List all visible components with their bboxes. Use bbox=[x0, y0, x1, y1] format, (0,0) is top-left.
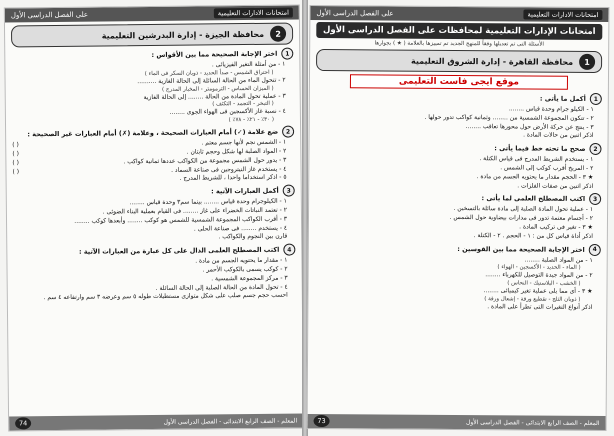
answer-box: ( ) bbox=[12, 167, 20, 176]
right-page-footer bbox=[308, 414, 606, 430]
page-number: 74 bbox=[15, 417, 31, 429]
header-title: امتحانات الادارات التعليمية bbox=[523, 9, 602, 20]
left-page bbox=[4, 4, 304, 431]
question-prompt: اختر الإجابة الصحيحة مما بين الأقواس : bbox=[151, 49, 278, 60]
question-number: 3 bbox=[589, 193, 601, 205]
page-banner: امتحانات الإدارات التعليمية لمحافظات على الفصل الدراسى الأول bbox=[316, 22, 602, 40]
list-item: احسب حجم جسم صلب على شكل متوازى مستطيلات طوله ٥ سم وعرضه ٣ سم وارتفاعه ٤ سم . bbox=[43, 291, 288, 302]
region-number: 1 bbox=[579, 54, 595, 70]
list-item: ١ - مقدار ما يحتويه الجسم من مادة . bbox=[195, 256, 288, 265]
left-page-footer bbox=[9, 413, 303, 430]
right-page-header bbox=[310, 6, 608, 22]
list-item: ٣ - ينتج عن حركة الأرض حول محورها تعاقب ........ bbox=[465, 122, 594, 131]
statement: ١ - الشمس نجم لأنها جسم معتم . bbox=[201, 138, 287, 147]
list-item: ٤ - يستخدم ........ فى صناعة الحلى . bbox=[193, 224, 288, 233]
list-item: اذكر اثنين من صفات الفلزات . bbox=[517, 181, 594, 190]
list-item: ١ - الكيلوجرام وحدة قياس ........ بينما سم٣ وحدة قياس ........ bbox=[129, 197, 287, 207]
question-3 bbox=[315, 191, 601, 205]
list-item: ٥ - اذكر استخداما واحدا ، للشريط المدرج . bbox=[179, 173, 287, 183]
statement: ٣ - يدور حول الشمس مجموعة من الكواكب عددها ثمانية كواكب . bbox=[123, 156, 287, 166]
list-item: اذكر اثنين من حالات المادة . bbox=[523, 131, 594, 140]
region-number: 2 bbox=[270, 26, 286, 42]
question-number: 4 bbox=[283, 244, 295, 256]
header-subtitle: على الفصل الدراسى الأول bbox=[316, 9, 394, 18]
answer-box: ( ) bbox=[12, 141, 19, 149]
region-title-cairo bbox=[316, 49, 602, 73]
question-prompt: ضع علامة (✓) أمام العبارات الصحيحة ، وعلامة (✗) أمام العبارات غير الصحيحة : bbox=[27, 127, 279, 139]
list-item: اذكر أداة قياس كل من : ١ - الحجم . ٢ - الكتلة . bbox=[473, 231, 593, 240]
question-number: 1 bbox=[281, 48, 293, 60]
question-prompt: اكتب المصطلح العلمى الدال على كل عبارة من العبارات الآتية : bbox=[78, 245, 280, 256]
question-2 bbox=[315, 141, 601, 155]
list-item: ٣ - مركز المجموعة الشمسية . bbox=[211, 274, 288, 283]
list-item: ★ ٣ - تغير فى تركيب المادة . bbox=[519, 223, 593, 231]
question-prompt: اختر الإجابة الصحيحة مما بين القوسين : bbox=[457, 244, 585, 254]
choices: ( احتراق الشمس - صدأ الحديد - ذوبان السكر فى الماء ) bbox=[144, 69, 274, 77]
choices: ( ٣٠٪ - ٢١٪ - ٧٨٪ ) bbox=[228, 116, 275, 124]
question-4 bbox=[315, 242, 601, 256]
question-number: 2 bbox=[282, 126, 294, 138]
question-prompt: أكمل ما يأتى : bbox=[539, 94, 586, 103]
list-item: اذكر أنواع التغيرات التى تطرأ على المادة . bbox=[487, 303, 593, 311]
list-item: ١ - من أمثلة التغير الفيزيائى . bbox=[211, 60, 286, 69]
list-item: ٢ - أجسام معتمة تدور فى مدارات بيضاوية حول الشمس . bbox=[449, 214, 594, 223]
choices: ( الماء - الحديد - الأكسجين - الهواء ) bbox=[497, 264, 581, 272]
list-item: ٤ - نسبة غاز الأكسجين فى الهواء الجوى ........ bbox=[169, 108, 286, 117]
header-title: امتحانات الادارات التعليمية bbox=[214, 8, 293, 19]
list-item: ١ - عملية تحول المادة الصلبة إلى مادة سائلة بالتسخين . bbox=[453, 205, 594, 214]
footer-text: المعلم - الصف الرابع الابتدائى - الفصل الدراسى الأول bbox=[465, 418, 600, 427]
list-item: ٣ - أقرب الكواكب المجموعة الشمسية للشمس هو كوكب ........ وأبعدها كوكب ........ bbox=[74, 215, 288, 225]
question-number: 2 bbox=[589, 143, 601, 155]
footer-text: المعلم - الصف الرابع الابتدائى - الفصل الدراسى الأول bbox=[163, 417, 298, 426]
banner-note: الأسئلة التى تم تعديلها وفقاً للمنهج الجديد تم تمييزها بالعلامة ( ★ ) بجوارها bbox=[374, 40, 544, 48]
left-page-header bbox=[5, 5, 299, 22]
header-subtitle: على الفصل الدراسى الأول bbox=[10, 10, 89, 20]
statement: ٤ - يستخدم غاز النيتروجين فى صناعة السماد . bbox=[171, 165, 287, 174]
choices: ( التبخر - التجمد - التكثف ) bbox=[212, 101, 274, 108]
list-item: ٢ - تتكون المجموعة الشمسية من ........ وثمانية كواكب تدور حولها . bbox=[424, 113, 594, 122]
list-item: ٢ - تعتمد النباتات الخضراء على غاز ........ فى القيام بعملية البناء الضوئى . bbox=[102, 206, 287, 216]
list-item: ١ - من المواد الصلبة ........ bbox=[524, 256, 593, 264]
question-number: 1 bbox=[590, 93, 602, 105]
list-item: ٢ - تتحول الماء من الحالة السائلة إلى الحالة الغازية .......... bbox=[137, 76, 286, 85]
choices: ( الميزان الحساس - الترمومتر - المخبار المدرج ) bbox=[161, 85, 274, 93]
question-prompt: صحح ما تحته خط فيما يأتى : bbox=[494, 144, 586, 154]
list-item: ١ - يستخدم الشريط المدرج فى قياس الكتلة . bbox=[479, 155, 594, 164]
question-number: 3 bbox=[283, 185, 295, 197]
watermark-stamp: موقع ايجى فاست التعليمى bbox=[350, 74, 568, 90]
list-item: ★ ٣ - أى مما يلى عملية تغير كيميائى ........ bbox=[483, 287, 593, 296]
region-label: محافظة الجيزة - إدارة البدرشين التعليمية bbox=[101, 29, 265, 41]
list-item: ٣ - عملية تحول المادة من الحالة ........ إلى الحالة الغازية bbox=[143, 92, 286, 101]
answer-box: ( ) bbox=[12, 159, 20, 167]
region-label: محافظة القاهرة - إدارة الشروق التعليمية bbox=[411, 56, 574, 67]
right-page bbox=[307, 5, 610, 431]
page-number: 73 bbox=[314, 415, 330, 427]
region-title-giza bbox=[11, 23, 293, 48]
question-prompt: أكمل العبارات الآتية : bbox=[211, 186, 279, 196]
choices: ( ذوبان الثلج - تقطيع ورقة - إشعال ورقة ) bbox=[484, 296, 581, 303]
answer-box: ( ) bbox=[12, 150, 19, 158]
question-number: 4 bbox=[589, 243, 601, 255]
question-prompt: اكتب المصطلح العلمى لما يأتى : bbox=[481, 194, 586, 204]
list-item: ٤ - تحول المادة من الحالة الصلبة إلى الحالة السائلة . bbox=[155, 283, 288, 292]
list-item: ١ - الكيلو جرام وحدة قياس ........ bbox=[508, 105, 594, 113]
list-item: ٢ - المريخ أقرب كوكب إلى الشمس . bbox=[500, 164, 594, 172]
list-item: ★ ٣ - الحجم مقدار ما يحتويه الجسم من مادة . bbox=[476, 172, 594, 181]
question-1 bbox=[316, 91, 602, 105]
list-item: ٢ - من المواد جيدة التوصيل للكهرباء ........ bbox=[485, 271, 593, 280]
choices: ( الخشب - البلاستيك - النحاس ) bbox=[507, 280, 581, 288]
list-item: قارن بين النجوم والكواكب . bbox=[218, 232, 288, 241]
statement: ٢ - المواد الصلبة لها شكل وحجم ثابتان . bbox=[186, 147, 287, 156]
list-item: ٢ - كوكب يسمى بالكوكب الأحمر . bbox=[202, 265, 288, 274]
